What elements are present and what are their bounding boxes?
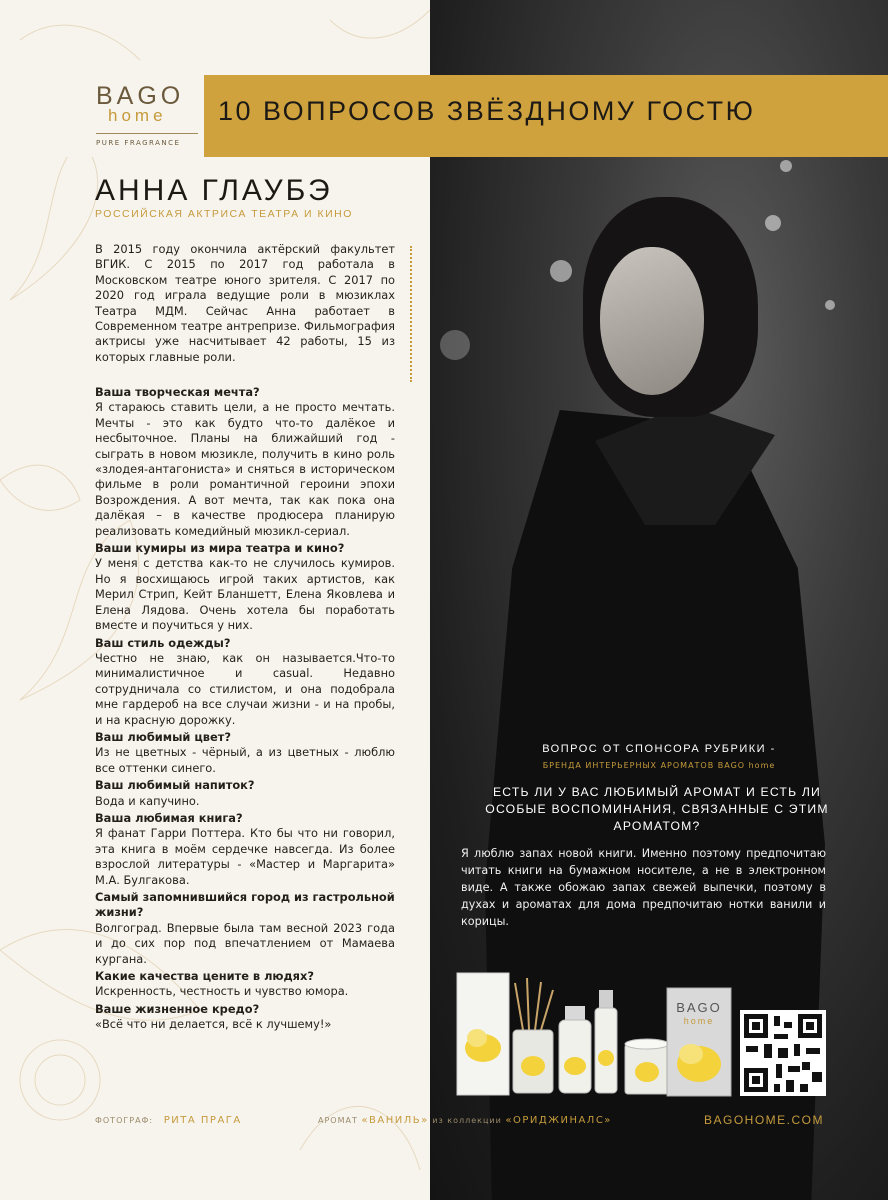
sponsor-heading: ВОПРОС ОТ СПОНСОРА РУБРИКИ -	[542, 743, 776, 755]
aroma-name: «ВАНИЛЬ»	[361, 1115, 429, 1126]
answer: Искренность, честность и чувство юмора.	[95, 984, 349, 999]
room-spray	[595, 990, 617, 1093]
question: Ваши кумиры из мира театра и кино?	[95, 541, 345, 556]
answer: «Всё что ни делается, всё к лучшему!»	[95, 1017, 332, 1032]
question: Ваша любимая книга?	[95, 810, 243, 825]
sponsor-subheading: БРЕНДА ИНТЕРЬЕРНЫХ АРОМАТОВ BAGO home	[542, 761, 776, 770]
bokeh-light	[550, 260, 572, 282]
answer: Вода и капучино.	[95, 793, 200, 808]
question: Самый запомнившийся город из гастрольной жизни?	[95, 890, 395, 920]
logo-tagline: PURE FRAGRANCE	[96, 139, 181, 147]
guest-bio: В 2015 году окончила актёрский факультет ВГИК. С 2015 по 2017 год работала в Московском театре юного зрителя. С 2017 по 2020 год играла ведущие роли в мюзиклах Театра МДМ. Сейчас Анна работает в Современном театре антрепризе. Фильмография актрисы уже насчитывает 42 работы, 15 из которых главные роли.	[95, 242, 395, 364]
bokeh-light	[440, 330, 470, 360]
guest-name: АННА ГЛАУБЭ	[95, 174, 333, 207]
sponsor-question: ЕСТЬ ЛИ У ВАС ЛЮБИМЫЙ АРОМАТ И ЕСТЬ ЛИ ОСОБЫЕ ВОСПОМИНАНИЯ, СВЯЗАННЫЕ С ЭТИМ АРОМАТОМ?	[485, 785, 829, 833]
bokeh-light	[780, 160, 792, 172]
answer: Волгоград. Впервые была там весной 2023 года и до сих пор под впечатлением от Мамаева кургана.	[95, 920, 395, 966]
question: Ваш любимый напиток?	[95, 778, 255, 793]
page-title: 10 ВОПРОСОВ ЗВЁЗДНОМУ ГОСТЮ	[218, 96, 756, 126]
scented-candle	[625, 1039, 669, 1094]
answer: Я фанат Гарри Поттера. Кто бы что ни говорил, эта книга в моём сердечке навсегда. Из более взрослой литературы - «Мастер и Маргарита» М.А. Булгакова.	[95, 826, 395, 887]
collection-label: из коллекции	[432, 1116, 502, 1125]
sachet-brand: BAGO	[676, 1000, 722, 1015]
sachet-sub: home	[683, 1016, 715, 1026]
interview-list	[95, 383, 395, 1035]
refill-bottle	[559, 1006, 591, 1093]
question: Ваш стиль одежды?	[95, 635, 231, 650]
bio-accent-line	[410, 246, 414, 382]
question: Какие качества цените в людях?	[95, 969, 314, 984]
photo-credit	[95, 1115, 242, 1126]
bokeh-light	[765, 215, 781, 231]
guest-role: РОССИЙСКАЯ АКТРИСА ТЕАТРА И КИНО	[95, 208, 353, 220]
diffuser-box	[457, 973, 509, 1095]
sponsor-answer: Я люблю запах новой книги. Именно поэтому предпочитаю читать книги на бумажном носителе, а не в электронном виде. А также обожаю запах свежей выпечки, поэтому в духах и ароматах для дома предпочитаю нотки ванили и корицы.	[461, 847, 826, 928]
answer: У меня с детства как-то не случилось кумиров. Но я восхищаюсь игрой таких артистов, как Мерил Стрип, Кейт Бланшетт, Елена Яковлева и Елена Лядова. Очень хотела бы поработать вместе и поучиться у них.	[95, 556, 395, 633]
photographer-name: РИТА ПРАГА	[163, 1115, 242, 1126]
sachet-pack	[667, 988, 731, 1096]
question: Ваш любимый цвет?	[95, 729, 231, 744]
answer: Честно не знаю, как он называется.Что-то минималистичное и casual. Недавно сотрудничала со стилистом, и она подобрала мне гардероб на все случаи жизни - и на пробы, и на красную дорожку.	[95, 650, 395, 727]
aroma-label: АРОМАТ	[318, 1116, 358, 1125]
logo-home: home	[108, 106, 167, 125]
question: Ваше жизненное кредо?	[95, 1001, 260, 1016]
qr-code[interactable]	[740, 1010, 826, 1096]
logo-divider	[96, 133, 198, 134]
aroma-credit	[318, 1115, 612, 1126]
collection-name: «ОРИДЖИНАЛС»	[505, 1115, 612, 1126]
product-lineup	[455, 968, 735, 1103]
answer: Я стараюсь ставить цели, а не просто мечтать. Мечты - это как будто что-то далёкое и несбыточное. Планы на ближайший год - сыграть в новом мюзикле, получить в кино роль «злодея-антагониста» и сняться в историческом фильме в роли романтичной героини эпохи Возрождения. А вот мечта, так как пока она далёкая – в качестве продюсера планирую реализовать комедийный мюзикл-сериал.	[95, 400, 395, 538]
reed-diffuser	[513, 978, 553, 1093]
answer: Из не цветных - чёрный, а из цветных - люблю все оттенки синего.	[95, 745, 395, 775]
website-link[interactable]: BAGOHOME.COM	[704, 1113, 825, 1127]
question: Ваша творческая мечта?	[95, 385, 260, 399]
bokeh-light	[825, 300, 835, 310]
logo-bago: BAGO	[96, 82, 185, 110]
woman-face	[600, 247, 704, 395]
photo-credit-label: ФОТОГРАФ:	[95, 1116, 154, 1125]
